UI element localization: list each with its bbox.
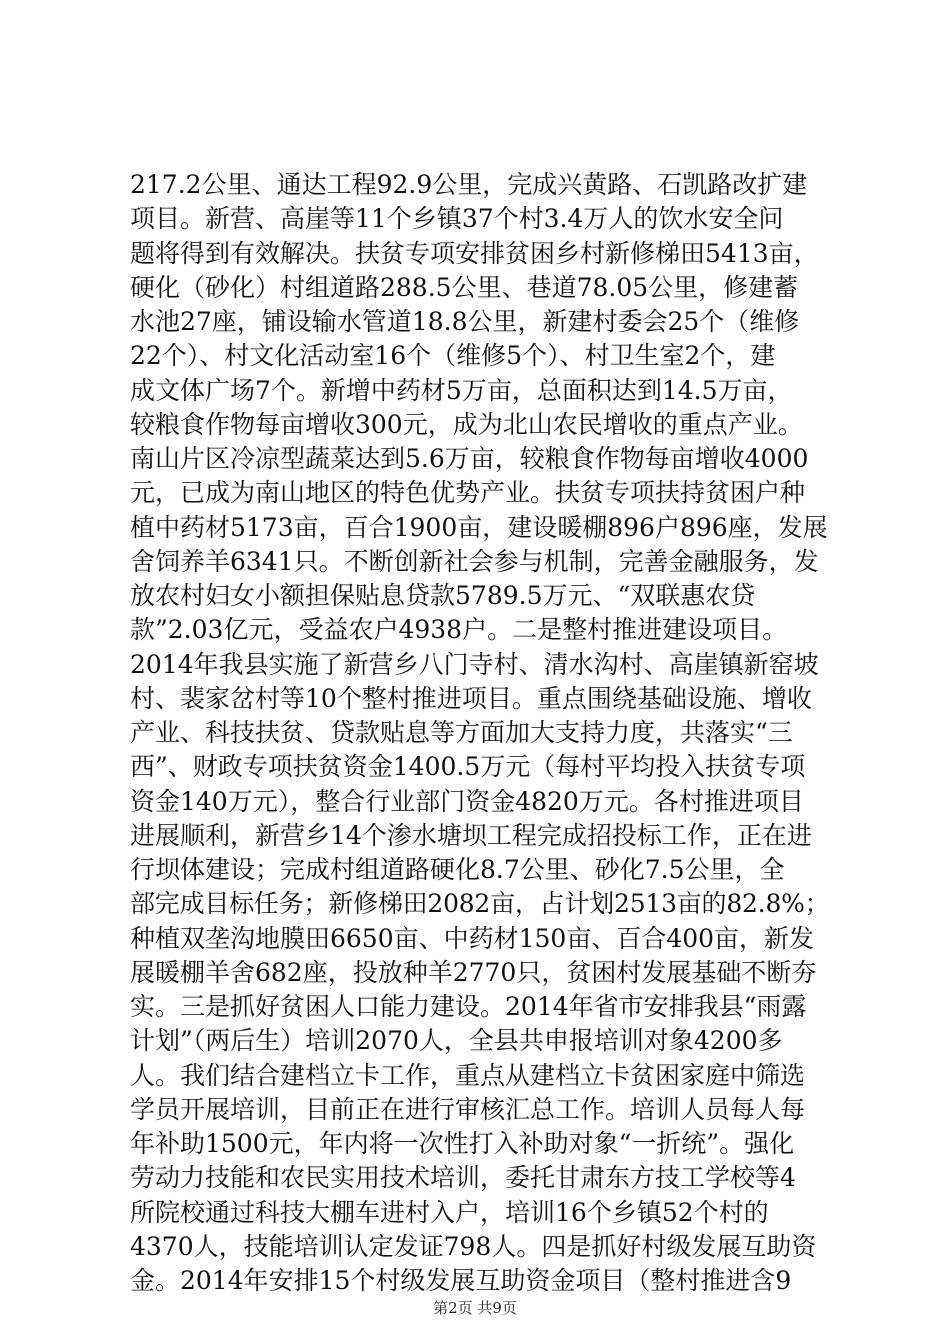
text-line: 计划”（两后生）培训2070人，全县共申报培训对象4200多 (130, 1026, 783, 1056)
text-line: 村、裴家岔村等10个整村推进项目。重点围绕基础设施、增收 (130, 683, 812, 713)
text-line: 硬化（砂化）村组道路288.5公里、巷道78.05公里，修建蓄 (130, 272, 799, 302)
text-line: 种植双垄沟地膜田6650亩、中药材150亩、百合400亩，新发 (130, 923, 815, 953)
text-line: 劳动力技能和农民实用技术培训，委托甘肃东方技工学校等4 (130, 1163, 796, 1193)
text-line: 水池27座，铺设输水管道18.8公里，新建村委会25个（维修 (130, 307, 800, 336)
text-line: 较粮食作物每亩增收300元，成为北山农民增收的重点产业。 (130, 409, 803, 439)
text-line: 行坝体建设；完成村组道路硬化8.7公里、砂化7.5公里，全 (130, 855, 785, 884)
text-line: 4370人，技能培训认定发证798人。四是抓好村级发展互助资 (130, 1231, 817, 1261)
text-line: 部完成目标任务；新修梯田2082亩，占计划2513亩的82.8%； (130, 889, 830, 919)
text-line: 进展顺利，新营乡14个渗水塘坝工程完成招投标工作，正在进 (130, 820, 812, 850)
text-line: 项目。新营、高崖等11个乡镇37个村3.4万人的饮水安全问 (130, 204, 784, 234)
text-line: 金。2014年安排15个村级发展互助资金项目（整村推进含9 (130, 1266, 792, 1295)
body-paragraph (130, 168, 830, 1298)
text-line: 人。我们结合建档立卡工作，重点从建档立卡贫困家庭中筛选 (130, 1060, 806, 1090)
text-line: 217.2公里、通达工程92.9公里，完成兴黄路、石凯路改扩建 (130, 170, 808, 199)
text-line: 舍饲养羊6341只。不断创新社会参与机制，完善金融服务，发 (130, 546, 819, 576)
text-line: 款”2.03亿元，受益农户4938户。二是整村推进建设项目。 (130, 615, 788, 645)
text-line: 植中药材5173亩，百合1900亩，建设暖棚896户896座，发展 (130, 512, 828, 542)
text-line: 产业、科技扶贫、贷款贴息等方面加大支持力度，共落实“三 (130, 718, 793, 747)
text-line: 题将得到有效解决。扶贫专项安排贫困乡村新修梯田5413亩， (130, 238, 819, 268)
text-line: 西”、财政专项扶贫资金1400.5万元（每村平均投入扶贫专项 (130, 752, 806, 782)
text-line: 实。三是抓好贫困人口能力建设。2014年省市安排我县“雨露 (130, 992, 807, 1021)
text-line: 元，已成为南山地区的特色优势产业。扶贫专项扶持贫困户种 (130, 478, 806, 508)
text-line: 所院校通过科技大棚车进村入户，培训16个乡镇52个村的 (130, 1197, 769, 1227)
text-line: 年补助1500元，年内将一次性打入补助对象“一折统”。强化 (130, 1129, 795, 1158)
text-line: 学员开展培训，目前正在进行审核汇总工作。培训人员每人每 (130, 1094, 806, 1124)
text-line: 南山片区冷凉型蔬菜达到5.6万亩，较粮食作物每亩增收4000 (130, 444, 809, 473)
text-line: 2014年我县实施了新营乡八门寺村、清水沟村、高崖镇新窑坡 (130, 649, 819, 679)
text-line: 放农村妇女小额担保贴息贷款5789.5万元、“双联惠农贷 (130, 581, 756, 610)
text-line: 资金140万元），整合行业部门资金4820万元。各村推进项目 (130, 786, 804, 816)
text-line: 22个）、村文化活动室16个（维修5个）、村卫生室2个，建 (130, 341, 776, 371)
page-footer: 第2页 共9页 (433, 1299, 517, 1317)
text-line: 成文体广场7个。新增中药材5万亩，总面积达到14.5万亩， (130, 375, 793, 405)
text-line: 展暖棚羊舍682座，投放种羊2770只，贫困村发展基础不断夯 (130, 957, 817, 987)
